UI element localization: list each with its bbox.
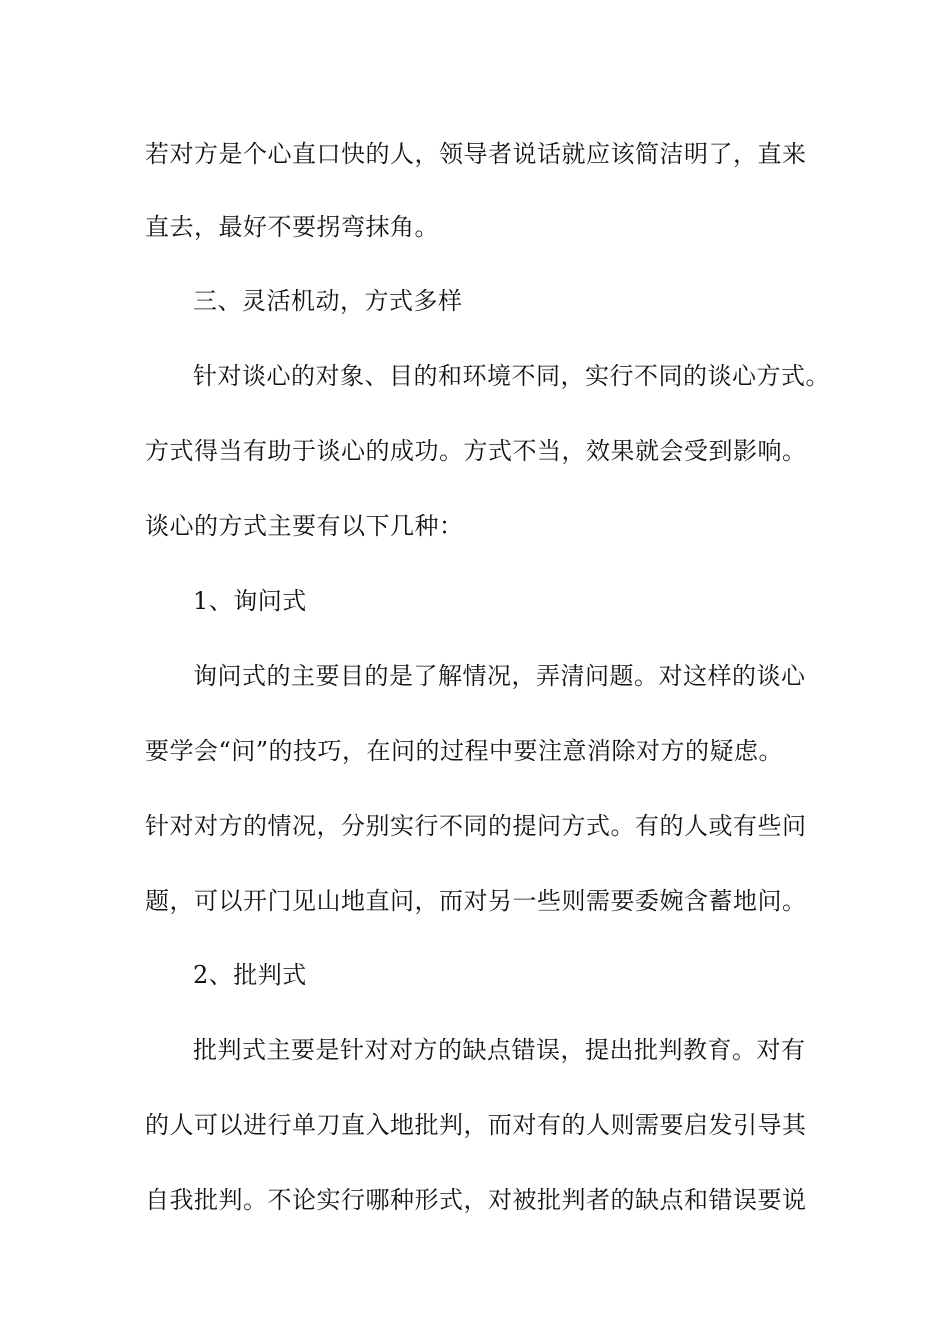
paragraph-first-line: 针对谈心的对象、目的和环境不同，实行不同的谈心方式。 <box>193 362 830 390</box>
body-text-line: 自我批判。不论实行哪种形式，对被批判者的缺点和错误要说 <box>145 1186 807 1214</box>
body-text-line: 题，可以开门见山地直问，而对另一些则需要委婉含蓄地问。 <box>145 887 807 915</box>
body-text-line: 谈心的方式主要有以下几种： <box>145 512 464 540</box>
paragraph-first-line: 批判式主要是针对对方的缺点错误，提出批判教育。对有 <box>193 1036 806 1064</box>
body-text-line: 若对方是个心直口快的人，领导者说话就应该简洁明了，直来 <box>145 140 807 168</box>
body-text-line: 直去，最好不要拐弯抹角。 <box>145 213 439 241</box>
body-text-line: 的人可以进行单刀直入地批判，而对有的人则需要启发引导其 <box>145 1111 807 1139</box>
body-text-line: 针对对方的情况，分别实行不同的提问方式。有的人或有些问 <box>145 812 807 840</box>
body-text-line: 方式得当有助于谈心的成功。方式不当，效果就会受到影响。 <box>145 437 807 465</box>
subsection-heading: 2、批判式 <box>193 961 307 989</box>
paragraph-first-line: 询问式的主要目的是了解情况，弄清问题。对这样的谈心 <box>193 662 806 690</box>
body-text-line: 要学会“问”的技巧，在问的过程中要注意消除对方的疑虑。 <box>145 737 784 765</box>
section-heading: 三、灵活机动，方式多样 <box>193 287 463 315</box>
subsection-heading: 1、询问式 <box>193 587 307 615</box>
